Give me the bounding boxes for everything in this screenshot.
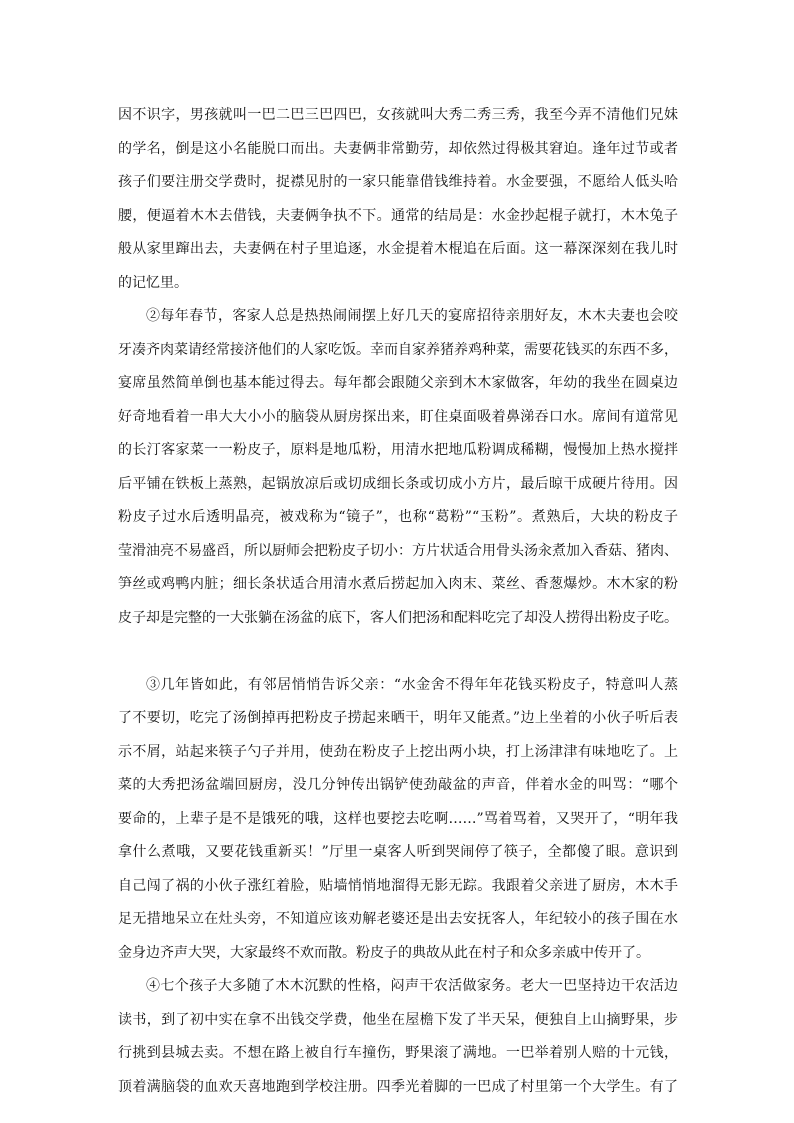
text-line: 顶着满脑袋的血欢天喜地跑到学校注册。四季光着脚的一巴成了村里第一个大学生。有了	[118, 1078, 678, 1095]
paragraph-gap	[118, 635, 678, 669]
text-line: 孩子们要注册交学费时，捉襟见肘的一家只能靠借钱维持着。水金要强，不愿给人低头哈	[118, 174, 678, 190]
text-line: 行挑到县城去卖。不想在路上被自行车撞伤，野果滚了满地。一巴举着别人赔的十元钱，	[118, 1045, 678, 1061]
paragraph-4	[118, 970, 678, 1104]
text-line: 金身边齐声大哭，大家最终不欢而散。粉皮子的典故从此在村子和众多亲戚中传开了。	[118, 944, 650, 961]
paragraph-1	[118, 99, 678, 300]
text-line: 好奇地看着一串大大小小的脑袋从厨房探出来，盯住桌面吸着鼻涕吞口水。席间有道常见	[118, 408, 678, 425]
text-line: 足无措地呆立在灶头旁，不知道应该劝解老婆还是出去安抚客人，年纪较小的孩子围在水	[118, 911, 678, 927]
text-line: 示不屑，站起来筷子勺子并用，使劲在粉皮子上挖出两小块，打上汤津津有味地吃了。上	[118, 743, 678, 760]
text-line: 的记忆里。	[118, 274, 188, 291]
text-line: ④七个孩子大多随了木木沉默的性格，闷声干农活做家务。老大一巴坚持边干农活边	[146, 978, 678, 994]
text-line: 了不要切，吃完了汤倒掉再把粉皮子捞起来晒干，明年又能煮。”边上坐着的小伙子听后表	[118, 710, 678, 726]
text-line: 腰，便逼着木木去借钱，夫妻俩争执不下。通常的结局是：水金抄起棍子就打，木木兔子	[118, 207, 678, 224]
text-line: 读书，到了初中实在拿不出钱交学费，他坐在屋檐下发了半天呆，便独自上山摘野果，步	[118, 1011, 678, 1028]
text-line: 自己闯了祸的小伙子涨红着脸，贴墙悄悄地溜得无影无踪。我跟着父亲进了厨房，木木手	[118, 877, 678, 894]
text-line: ②每年春节，客家人总是热热闹闹摆上好几天的宴席招待亲朋好友，木木夫妻也会咬	[146, 308, 678, 324]
text-line: ③几年皆如此，有邻居悄悄告诉父亲：“水金舍不得年年花钱买粉皮子，特意叫人蒸	[146, 676, 678, 693]
text-line: 皮子却是完整的一大张躺在汤盆的底下，客人们把汤和配料吃完了却没人捞得出粉皮子吃。	[118, 609, 678, 626]
text-line: 的长汀客家菜一一粉皮子，原料是地瓜粉，用清水把地瓜粉调成稀糊，慢慢加上热水搅拌	[118, 442, 678, 458]
text-line: 粉皮子过水后透明晶亮，被戏称为“镜子”，也称“葛粉”“玉粉”。煮熟后，大块的粉皮子	[118, 509, 678, 525]
document-page	[118, 99, 678, 1104]
paragraph-2	[118, 300, 678, 635]
text-line: 莹滑油亮不易盛舀，所以厨师会把粉皮子切小：方片状适合用骨头汤汆煮加入香菇、猪肉、	[118, 542, 678, 559]
text-line: 的学名，倒是这小名能脱口而出。夫妻俩非常勤劳，却依然过得极其窘迫。逢年过节或者	[118, 140, 678, 157]
text-line: 因不识字，男孩就叫一巴二巴三巴四巴，女孩就叫大秀二秀三秀，我至今弄不清他们兄妹	[118, 107, 678, 123]
text-line: 般从家里蹿出去，夫妻俩在村子里追逐，水金提着木棍追在后面。这一幕深深刻在我儿时	[118, 241, 678, 257]
text-line: 笋丝或鸡鸭内脏；细长条状适合用清水煮后捞起加入肉末、菜丝、香葱爆炒。木木家的粉	[118, 576, 678, 592]
text-line: 后平铺在铁板上蒸熟，起锅放凉后或切成细长条或切成小方片，最后晾干成硬片待用。因	[118, 475, 678, 492]
text-line: 牙凑齐肉菜请经常接济他们的人家吃饭。幸而自家养猪养鸡种菜，需要花钱买的东西不多，	[118, 341, 678, 358]
text-line: 宴席虽然简单倒也基本能过得去。每年都会跟随父亲到木木家做客，年幼的我坐在圆桌边	[118, 375, 678, 391]
text-line: 要命的，上辈子是不是饿死的哦，这样也要挖去吃啊……”骂着骂着，又哭开了，“明年我	[118, 810, 678, 827]
paragraph-3	[118, 669, 678, 971]
text-line: 菜的大秀把汤盆端回厨房，没几分钟传出锅铲使劲敲盆的声音，伴着水金的叫骂：“哪个	[118, 777, 678, 793]
text-line: 拿什么煮哦，又要花钱重新买！”厅里一桌客人听到哭闹停了筷子，全都傻了眼。意识到	[118, 844, 678, 860]
